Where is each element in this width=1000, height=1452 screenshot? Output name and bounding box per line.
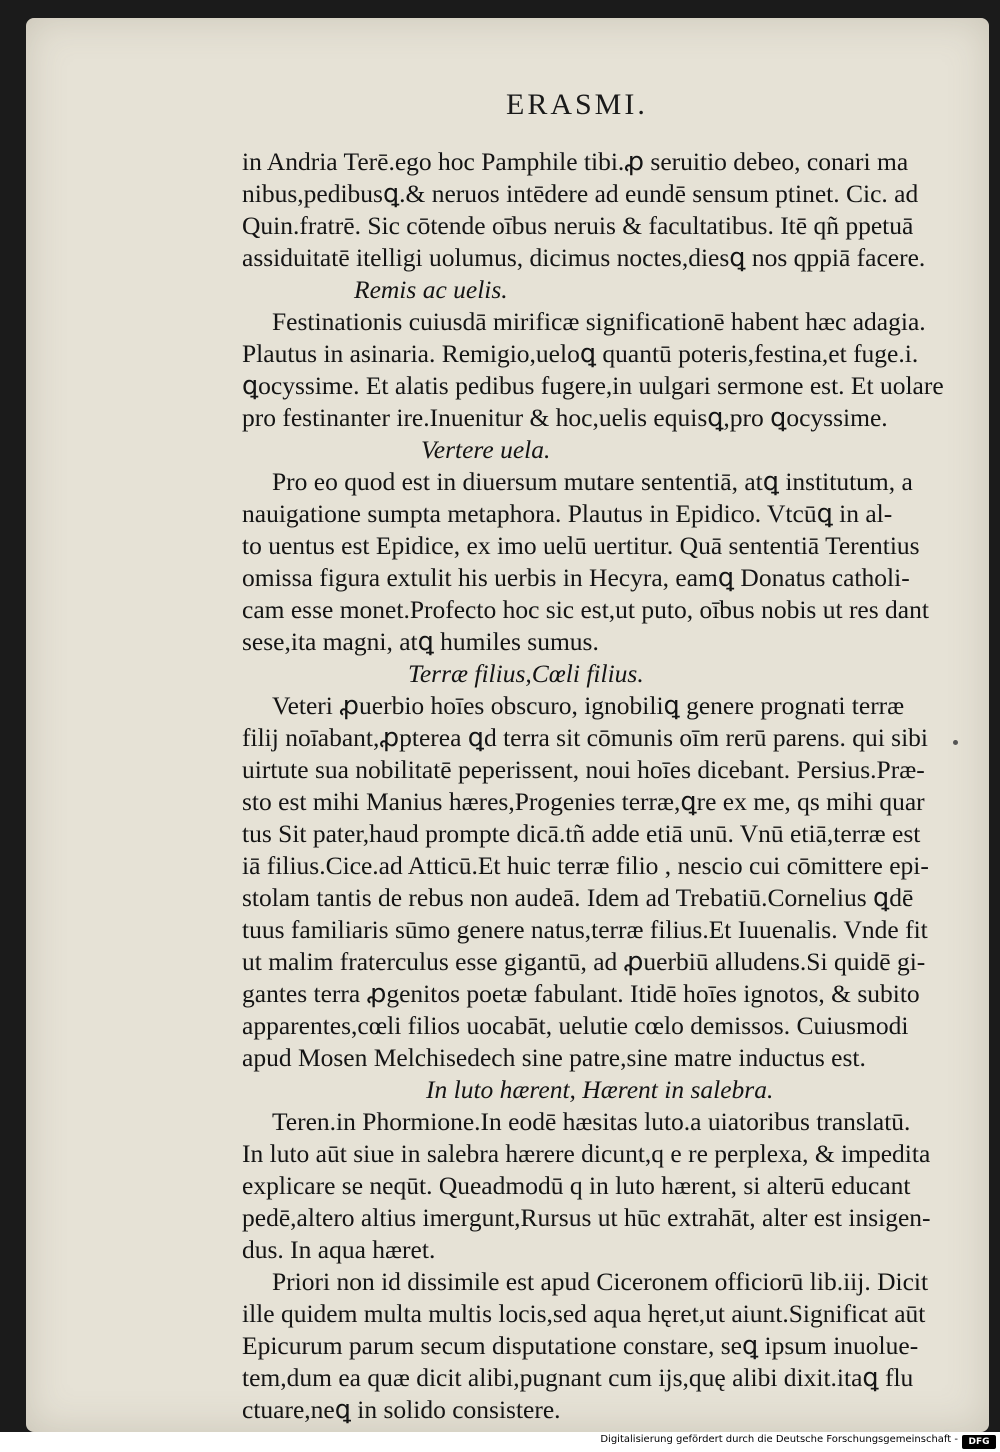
text-line: ctuare,neꝗ in solido consistere. (242, 1395, 561, 1424)
adage-heading: Vertere uela. (421, 435, 551, 464)
margin-mark (953, 740, 958, 745)
adage-heading: Remis ac uelis. (354, 275, 508, 304)
text-line: omissa figura extulit his uerbis in Hecyra, eamꝗ Donatus catholi- (242, 563, 910, 592)
dfg-logo-icon: DFG (962, 1435, 996, 1449)
text-line: assiduitatē itelligi uolumus, dicimus noctes,diesꝗ nos qppiā facere. (242, 243, 926, 272)
text-line: ut malim fraterculus esse gigantū, ad ꝓuerbiū alludens.Si quidē gi- (242, 947, 926, 976)
text-line: uirtute sua nobilitatē peperissent, noui hoīes dicebant. Persius.Præ- (242, 755, 925, 784)
text-line: Pro eo quod est in diuersum mutare sententiā, atꝗ institutum, a (272, 467, 913, 496)
footer-bar (0, 1432, 1000, 1452)
text-line: tem,dum ea quæ dicit alibi,pugnant cum ijs,quę alibi dixit.itaꝗ flu (242, 1363, 914, 1392)
text-line: in Andria Terē.ego hoc Pamphile tibi.ꝓ seruitio debeo, conari ma (242, 147, 909, 176)
text-line: Epicurum parum secum disputatione constare, seꝗ ipsum inuolue- (242, 1331, 919, 1360)
text-line: cam esse monet.Profecto hoc sic est,ut puto, oībus nobis ut res dant (242, 595, 929, 624)
text-line: pro festinanter ire.Inuenitur & hoc,uelis equisꝗ,pro ꝗocyssime. (242, 403, 888, 432)
text-line: filij noīabant,ꝓpterea ꝗd terra sit cōmunis oīm rerū parens. qui sibi (242, 723, 929, 752)
text-line: dus. In aqua hæret. (242, 1235, 436, 1264)
text-line: Festinationis cuiusdā mirificæ significationē habent hæc adagia. (272, 307, 926, 336)
adage-heading: In luto hærent, Hærent in salebra. (426, 1075, 774, 1104)
page-text (26, 18, 989, 1424)
text-line: Veteri ꝓuerbio hoīes obscuro, ignobiliꝗ genere prognati terræ (272, 691, 905, 720)
text-line: explicare se neqūt. Queadmodū q in luto hærent, si alterū educant (242, 1171, 911, 1200)
text-line: sese,ita magni, atꝗ humiles sumus. (242, 627, 599, 656)
text-line: tuus familiaris sūmo genere natus,terræ filius.Et Iuuenalis. Vnde fit (242, 915, 928, 944)
text-line: apud Mosen Melchisedech sine patre,sine matre inductus est. (242, 1043, 866, 1072)
text-line: gantes terra ꝓgenitos poetæ fabulant. Itidē hoīes ignotos, & subito (242, 979, 920, 1008)
text-line: ille quidem multa multis locis,sed aqua hęret,ut aiunt.Significat aūt (242, 1299, 926, 1328)
text-line: iā filius.Cice.ad Atticū.Et huic terræ filio , nescio cui cōmittere epi- (242, 851, 929, 880)
book-page (26, 18, 989, 1432)
text-line: Plautus in asinaria. Remigio,ueloꝗ quantū poteris,festina,et fuge.i. (242, 339, 919, 368)
adage-heading: Terræ filius,Cœli filius. (408, 659, 644, 688)
text-line: ꝗocyssime. Et alatis pedibus fugere,in uulgari sermone est. Et uolare (242, 371, 944, 400)
text-line: apparentes,cœli filios uocabāt, uelutie cœlo demissos. Cuiusmodi (242, 1011, 909, 1040)
text-line: tus Sit pater,haud prompte dicā.tñ adde etiā unū. Vnū etiā,terræ est (242, 819, 921, 848)
text-line: stolam tantis de rebus non audeā. Idem ad Trebatiū.Cornelius ꝗdē (242, 883, 914, 912)
text-line: nibus,pedibusꝗ.& neruos intēdere ad eundē sensum ptinet. Cic. ad (242, 179, 919, 208)
text-line: In luto aūt siue in salebra hærere dicunt,q e re perplexa, & impedita (242, 1139, 931, 1168)
text-line: sto est mihi Manius hæres,Progenies terræ,ꝗre ex me, qs mihi quar (242, 787, 925, 816)
text-line: to uentus est Epidice, ex imo uelū uertitur. Quā sententiā Terentius (242, 531, 920, 560)
text-line: nauigatione sumpta metaphora. Plautus in Epidico. Vtcūꝗ in al- (242, 499, 893, 528)
text-line: Teren.in Phormione.In eodē hæsitas luto.a uiatoribus translatū. (272, 1107, 911, 1136)
text-line: Priori non id dissimile est apud Ciceronem officiorū lib.iij. Dicit (272, 1267, 929, 1296)
funding-credit: Digitalisierung gefördert durch die Deutsche Forschungsgemeinschaft - (600, 1434, 958, 1445)
running-head: ERASMI. (506, 88, 648, 121)
text-line: pedē,altero altius imergunt,Rursus ut hūc extrahāt, alter est insigen- (242, 1203, 931, 1232)
text-line: Quin.fratrē. Sic cōtende oībus neruis & facultatibus. Itē qñ ppetuā (242, 211, 914, 240)
